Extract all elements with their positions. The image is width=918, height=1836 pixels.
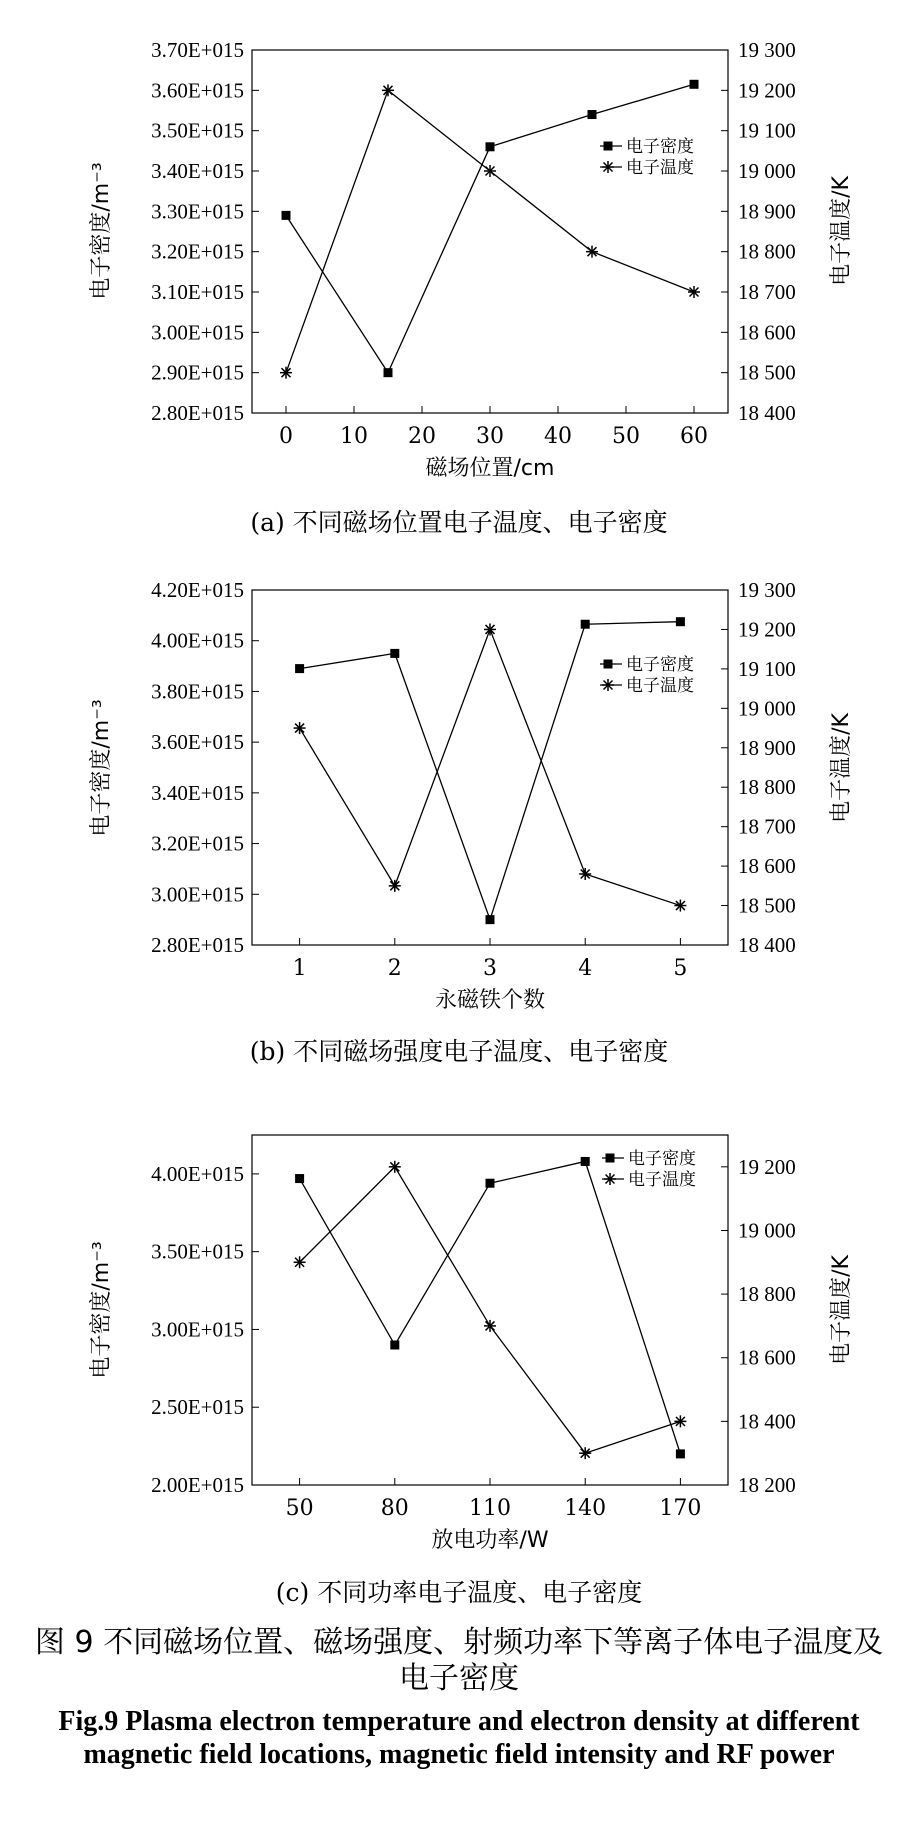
legend-label: 电子密度 [626, 655, 694, 675]
y2-tick-label: 19 100 [738, 118, 796, 143]
y-tick-label: 3.50E+015 [151, 118, 244, 143]
data-point-density [282, 211, 291, 220]
y-tick-label: 3.60E+015 [151, 78, 244, 103]
data-point-density [486, 142, 495, 151]
y2-tick-label: 18 800 [738, 775, 796, 800]
legend-label: 电子密度 [626, 137, 694, 157]
x-tick-label: 10 [340, 424, 368, 449]
chart-c [89, 1135, 854, 1553]
y-tick-label: 3.40E+015 [151, 780, 244, 805]
data-point-density [588, 110, 597, 119]
data-point-density [295, 1174, 304, 1183]
x-tick-label: 1 [292, 956, 307, 981]
y2-tick-label: 19 000 [738, 696, 796, 721]
subcaption-c: (c) 不同功率电子温度、电子密度 [275, 1578, 643, 1607]
series-line-temperature [286, 90, 694, 372]
series-line-density [300, 622, 681, 920]
series-line-temperature [300, 629, 681, 905]
y2-tick-label: 18 500 [738, 360, 796, 385]
y-tick-label: 2.90E+015 [151, 360, 244, 385]
x-tick-label: 3 [483, 956, 497, 981]
data-point-density [581, 1157, 590, 1166]
y2-axis-title: 电子温度/K [829, 713, 854, 823]
legend-marker-asterisk [602, 161, 614, 173]
data-point-density [384, 368, 393, 377]
legend-label: 电子温度 [628, 1170, 696, 1190]
y2-tick-label: 18 700 [738, 280, 796, 304]
y2-tick-label: 18 600 [738, 1345, 796, 1370]
data-point-density [581, 620, 590, 629]
x-tick-label: 60 [680, 424, 708, 449]
data-point-temperature [674, 900, 686, 912]
data-point-temperature [389, 1161, 401, 1173]
data-point-temperature [688, 286, 700, 298]
x-tick-label: 170 [659, 1496, 702, 1521]
x-tick-label: 80 [380, 1496, 409, 1521]
y-tick-label: 2.50E+015 [151, 1395, 244, 1420]
y2-tick-label: 19 200 [738, 1154, 796, 1179]
y2-tick-label: 18 600 [738, 320, 796, 345]
y2-axis-title: 电子温度/K [829, 1255, 854, 1365]
data-point-temperature [294, 722, 306, 734]
data-point-temperature [579, 1447, 591, 1459]
y2-tick-label: 18 800 [738, 239, 796, 264]
x-tick-label: 40 [544, 424, 572, 449]
x-tick-label: 5 [673, 956, 688, 981]
x-tick-label: 30 [476, 424, 504, 449]
y2-tick-label: 18 200 [738, 1473, 796, 1497]
subcaption-b: (b) 不同磁场强度电子温度、电子密度 [249, 1037, 669, 1066]
x-tick-label: 0 [279, 424, 293, 449]
data-point-temperature [586, 246, 598, 258]
x-tick-label: 4 [578, 956, 593, 981]
x-axis-title: 磁场位置/cm [425, 456, 555, 481]
y-tick-label: 3.20E+015 [151, 239, 244, 264]
y2-tick-label: 19 300 [738, 38, 796, 62]
y2-tick-label: 19 200 [738, 78, 796, 103]
y-tick-label: 4.00E+015 [151, 628, 244, 653]
legend-marker-square [604, 142, 613, 151]
subcaption-a: (a) 不同磁场位置电子温度、电子密度 [250, 508, 668, 537]
legend-label: 电子温度 [626, 676, 694, 696]
y2-tick-label: 18 400 [738, 401, 796, 425]
data-point-density [390, 649, 399, 658]
y2-tick-label: 19 100 [738, 656, 796, 681]
y-tick-label: 3.60E+015 [151, 730, 244, 755]
data-point-temperature [280, 367, 292, 379]
y-tick-label: 3.00E+015 [151, 320, 244, 345]
y2-axis-title: 电子温度/K [829, 176, 854, 286]
plot-frame [252, 50, 728, 413]
y-tick-label: 3.20E+015 [151, 831, 244, 856]
y-tick-label: 2.00E+015 [151, 1473, 244, 1497]
y2-tick-label: 18 900 [738, 199, 796, 224]
legend-label: 电子密度 [628, 1149, 696, 1169]
y-axis-title: 电子密度/m⁻³ [89, 699, 114, 837]
series-line-temperature [300, 1167, 681, 1453]
y-tick-label: 3.00E+015 [151, 1317, 244, 1342]
legend-marker-asterisk [604, 1173, 616, 1185]
data-point-density [486, 1179, 495, 1188]
y2-tick-label: 18 900 [738, 735, 796, 760]
data-point-temperature [674, 1415, 686, 1427]
data-point-temperature [579, 868, 591, 880]
data-point-density [486, 915, 495, 924]
data-point-temperature [382, 84, 394, 96]
data-point-density [690, 80, 699, 89]
y-tick-label: 3.50E+015 [151, 1239, 244, 1264]
x-tick-label: 140 [564, 1496, 607, 1521]
x-tick-label: 2 [387, 956, 402, 981]
legend-marker-square [606, 1154, 615, 1163]
y-tick-label: 4.00E+015 [151, 1161, 244, 1186]
data-point-temperature [389, 880, 401, 892]
series-line-density [286, 84, 694, 372]
y-tick-label: 2.80E+015 [151, 933, 244, 957]
y-tick-label: 2.80E+015 [151, 401, 244, 425]
y2-tick-label: 18 600 [738, 854, 796, 879]
y-tick-label: 3.80E+015 [151, 679, 244, 704]
data-point-temperature [484, 623, 496, 635]
data-point-temperature [484, 1320, 496, 1332]
y-tick-label: 4.20E+015 [151, 578, 244, 602]
chart-b [89, 578, 854, 1013]
y-tick-label: 3.10E+015 [151, 280, 244, 304]
y2-tick-label: 19 200 [738, 617, 796, 642]
legend-label: 电子温度 [626, 158, 694, 178]
x-tick-label: 110 [469, 1496, 511, 1521]
y-tick-label: 3.00E+015 [151, 882, 244, 907]
data-point-density [676, 617, 685, 626]
y-axis-title: 电子密度/m⁻³ [89, 162, 114, 300]
x-axis-title: 永磁铁个数 [434, 988, 546, 1013]
x-tick-label: 50 [612, 424, 640, 449]
legend-marker-square [604, 660, 613, 669]
y-tick-label: 3.30E+015 [151, 199, 244, 224]
data-point-density [295, 664, 304, 673]
y2-tick-label: 18 400 [738, 1409, 796, 1434]
x-tick-label: 20 [408, 424, 436, 449]
x-axis-title: 放电功率/W [431, 1528, 549, 1553]
y2-tick-label: 18 800 [738, 1282, 796, 1307]
y2-tick-label: 19 000 [738, 1218, 796, 1243]
data-point-density [390, 1341, 399, 1350]
y-tick-label: 3.70E+015 [151, 38, 244, 62]
y-axis-title: 电子密度/m⁻³ [89, 1241, 114, 1379]
figure-caption-cn: 图 9 不同磁场位置、磁场强度、射频功率下等离子体电子温度及电子密度 [34, 1625, 884, 1696]
chart-a [89, 38, 854, 481]
legend-marker-asterisk [602, 679, 614, 691]
y-tick-label: 3.40E+015 [151, 159, 244, 183]
data-point-density [676, 1449, 685, 1458]
x-tick-label: 50 [285, 1496, 314, 1521]
data-point-temperature [294, 1256, 306, 1268]
y2-tick-label: 18 700 [738, 814, 796, 839]
y2-tick-label: 18 500 [738, 893, 796, 918]
figure-caption-en: Fig.9 Plasma electron temperature and electron density at different magnetic field locations, magnetic field intensity and RF power [58, 1706, 860, 1770]
data-point-temperature [484, 165, 496, 177]
y2-tick-label: 18 400 [738, 933, 796, 957]
y2-tick-label: 19 300 [738, 578, 796, 602]
y2-tick-label: 19 000 [738, 159, 796, 183]
